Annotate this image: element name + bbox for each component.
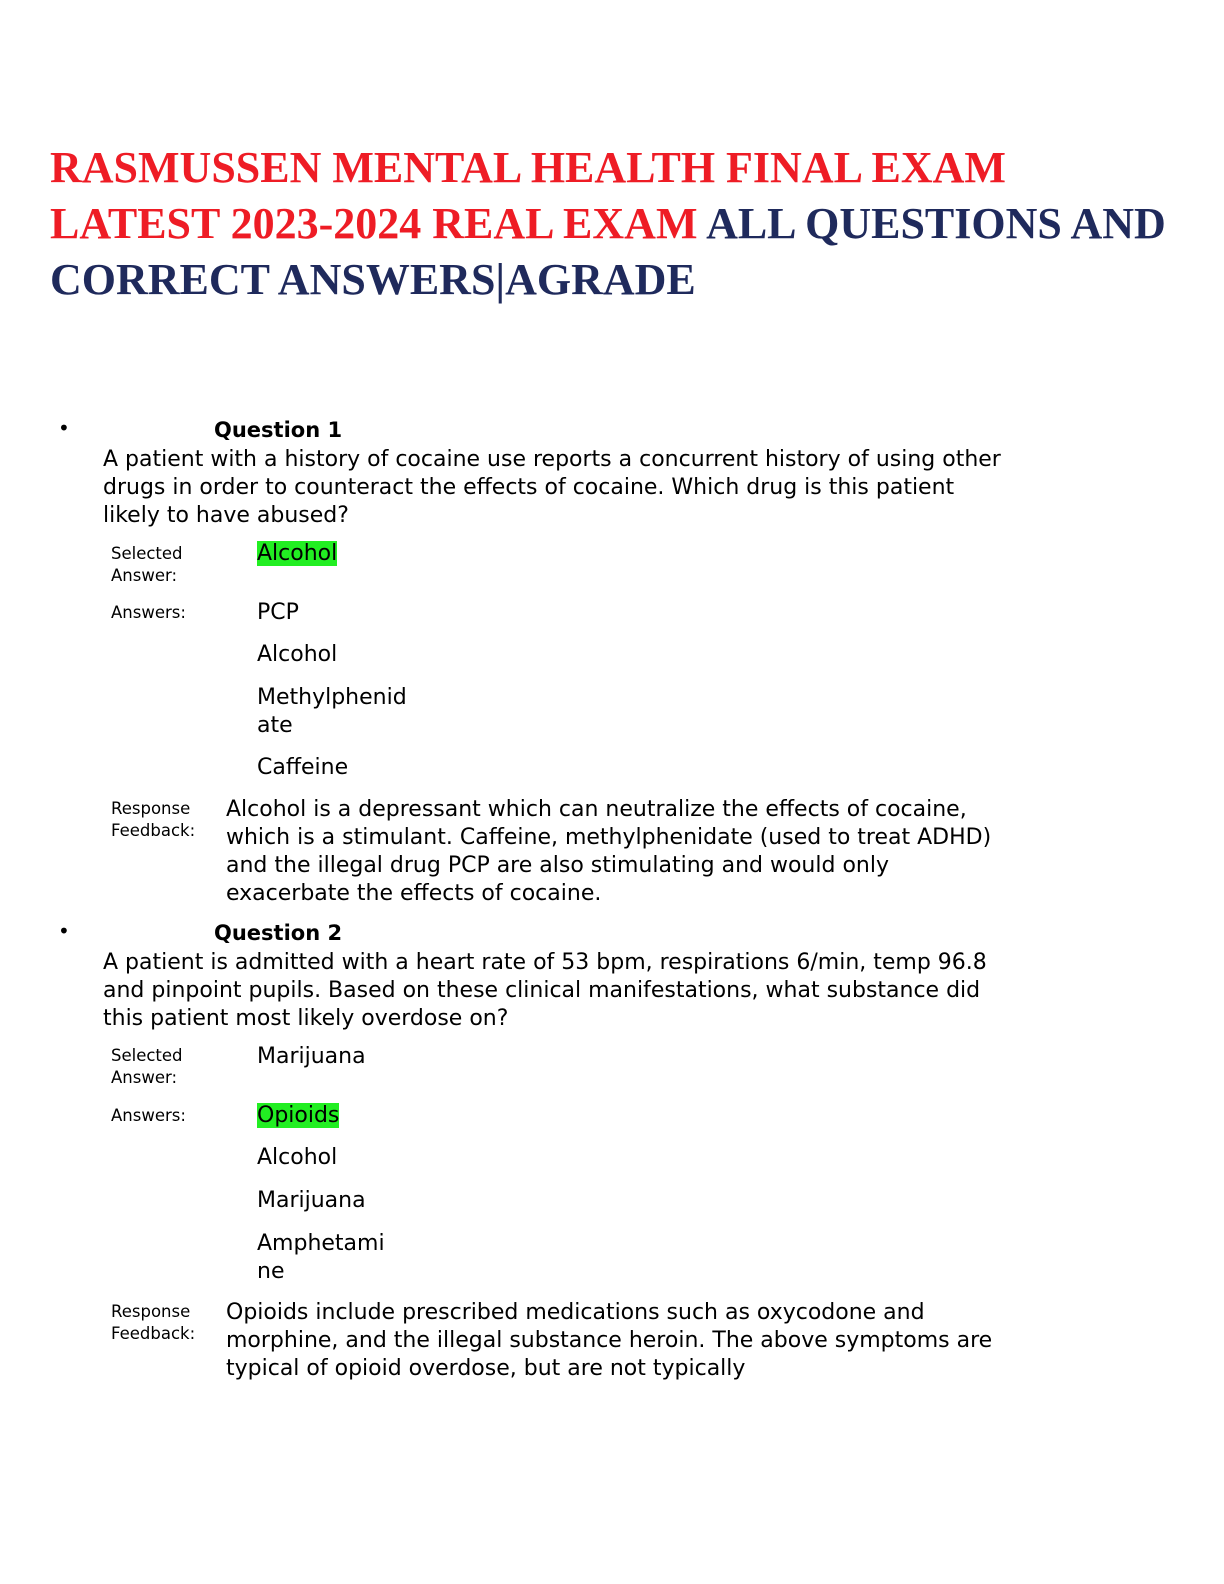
response-feedback-text: Opioids include prescribed medications such as oxycodone and morphine, and the illegal substance heroin. The above symptoms are typical of opioid overdose, but are not typically xyxy=(226,1300,993,1381)
page-title-red: RASMUSSEN MENTAL HEALTH FINAL EXAM LATEST 2023-2024 REAL EXAM xyxy=(50,143,1006,248)
bullet-icon: • xyxy=(58,416,70,440)
question-heading: Question 1 xyxy=(214,418,343,442)
selected-answer xyxy=(257,540,417,568)
page-title-navy: ALL QUESTIONS AND CORRECT ANSWERS|AGRADE xyxy=(50,199,1166,304)
answer-option xyxy=(257,1102,417,1130)
answers-label: Answers: xyxy=(111,603,186,622)
question-heading: Question 2 xyxy=(214,921,343,945)
correct-answer-value: Opioids xyxy=(257,1103,340,1128)
question-1 xyxy=(58,418,1058,908)
selected-answer-label: Selected Answer: xyxy=(111,544,183,585)
page-title xyxy=(50,140,1170,308)
answer-option: Alcohol xyxy=(257,642,338,667)
bullet-icon: • xyxy=(58,919,70,943)
answer-option: PCP xyxy=(257,600,299,625)
answer-option: Alcohol xyxy=(257,1145,338,1170)
answers-label: Answers: xyxy=(111,1106,186,1125)
selected-answer-value: Alcohol xyxy=(257,541,338,566)
selected-answer-label: Selected Answer: xyxy=(111,1046,183,1087)
question-2 xyxy=(58,921,1058,1401)
answer-option: Amphetamine xyxy=(257,1231,385,1284)
selected-answer: Marijuana xyxy=(257,1044,366,1069)
question-text: A patient with a history of cocaine use reports a concurrent history of using other drugs in order to counteract the effects of cocaine. Which drug is this patient likely to have abused? xyxy=(103,447,1001,528)
answer-option: Marijuana xyxy=(257,1188,366,1213)
response-feedback-label: Response Feedback: xyxy=(111,799,196,840)
response-feedback-label: Response Feedback: xyxy=(111,1302,196,1343)
question-text: A patient is admitted with a heart rate of 53 bpm, respirations 6/min, temp 96.8 and pinpoint pupils. Based on these clinical manifestations, what substance did this patient most likely overdose on? xyxy=(103,950,987,1031)
answer-option: Methylphenidate xyxy=(257,685,407,738)
response-feedback-text: Alcohol is a depressant which can neutralize the effects of cocaine, which is a stimulant. Caffeine, methylphenidate (used to treat ADHD) and the illegal drug PCP are also stimulating and would only exacerbate the effects of cocaine. xyxy=(226,797,992,906)
answer-option: Caffeine xyxy=(257,755,349,780)
